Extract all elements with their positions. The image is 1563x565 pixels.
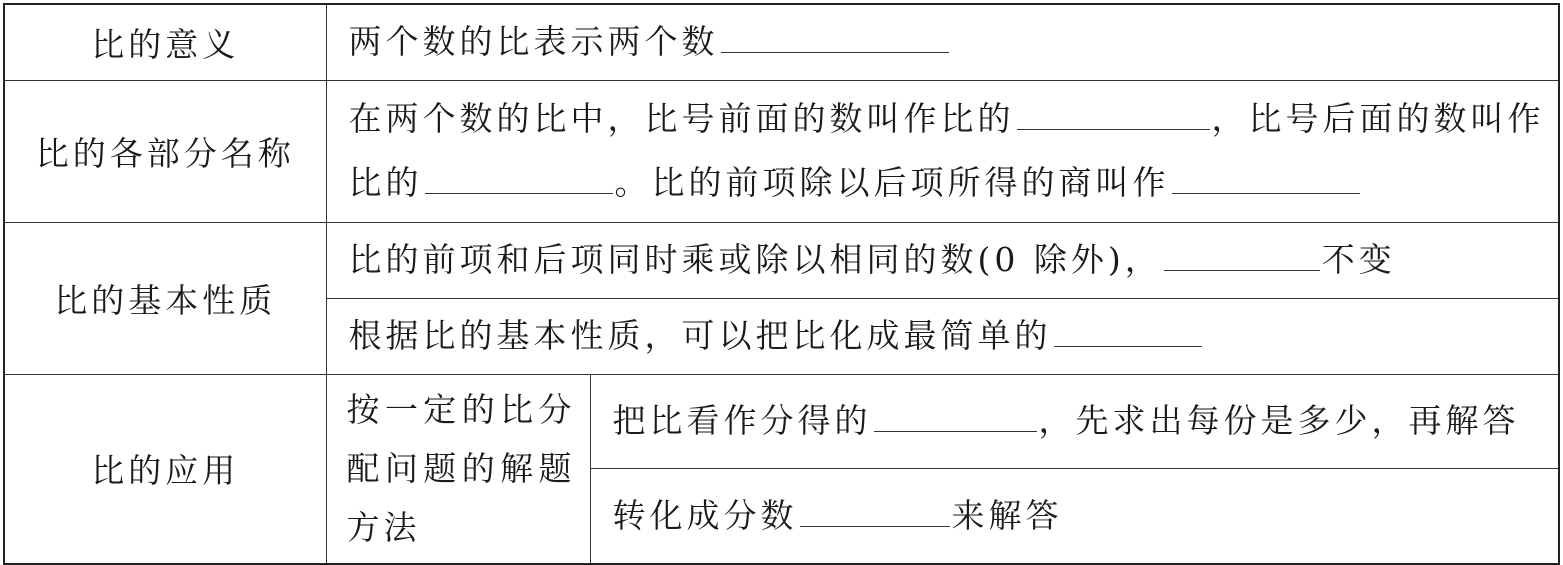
label-ratio-meaning: 比的意义 xyxy=(4,4,326,80)
answer-blank-meaning[interactable] xyxy=(721,24,949,53)
text-parts-2: ，比号后面的数叫作比的 xyxy=(348,99,1545,202)
answer-blank-ratio-value[interactable] xyxy=(1172,165,1360,194)
answer-blank-consequent[interactable] xyxy=(425,165,613,194)
row-ratio-parts xyxy=(4,80,1559,222)
row-ratio-property-1 xyxy=(4,222,1559,298)
content-property-2 xyxy=(326,298,1559,374)
answer-blank-antecedent[interactable] xyxy=(1017,101,1210,130)
answer-blank-simplest-form[interactable] xyxy=(1054,318,1202,347)
ratio-summary-table xyxy=(3,3,1560,565)
text-application-2-suffix: 来解答 xyxy=(951,495,1063,535)
content-property-1 xyxy=(326,222,1559,298)
row-ratio-application-1 xyxy=(4,374,1559,468)
label-ratio-application: 比的应用 xyxy=(4,374,326,564)
label-ratio-property: 比的基本性质 xyxy=(4,222,326,374)
method-distribution: 按一定的比分配问题的解题方法 xyxy=(326,374,590,564)
content-application-1 xyxy=(590,374,1559,468)
text-property-2: 根据比的基本性质，可以把比化成最简单的 xyxy=(348,316,1052,355)
row-ratio-meaning xyxy=(4,4,1559,80)
text-application-1-suffix: ，先求出每份是多少，再解答 xyxy=(1038,401,1520,440)
answer-blank-property-invariant[interactable] xyxy=(1164,242,1320,271)
content-application-2 xyxy=(590,468,1559,564)
text-application-2: 转化成分数 xyxy=(612,495,798,535)
text-application-1: 把比看作分得的 xyxy=(612,401,872,440)
answer-blank-fraction-type[interactable] xyxy=(800,498,950,527)
answer-blank-portions[interactable] xyxy=(874,403,1037,432)
label-ratio-parts: 比的各部分名称 xyxy=(4,80,326,222)
text-parts-3: 。比的前项除以后项所得的商叫作 xyxy=(614,163,1170,202)
text-property-1: 比的前项和后项同时乘或除以相同的数(0 除外)， xyxy=(348,240,1162,279)
content-ratio-meaning xyxy=(326,4,1559,80)
text-property-1-suffix: 不变 xyxy=(1321,240,1396,279)
content-ratio-parts xyxy=(326,80,1559,222)
text-ratio-meaning: 两个数的比表示两个数 xyxy=(348,22,719,62)
text-parts-1: 在两个数的比中，比号前面的数叫作比的 xyxy=(348,99,1015,138)
